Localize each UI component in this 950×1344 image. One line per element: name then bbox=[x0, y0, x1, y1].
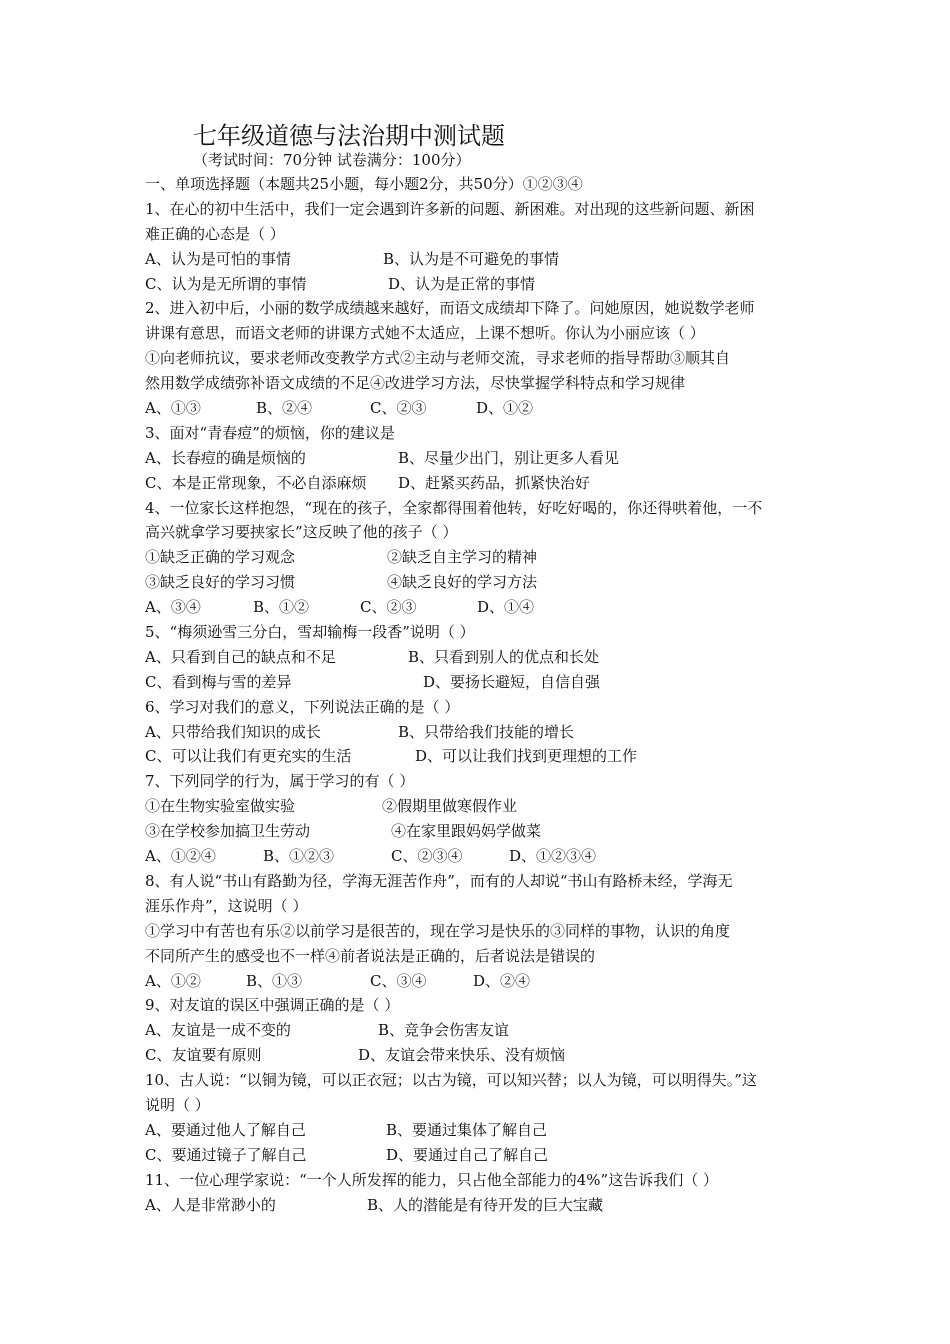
line-segment: C、友谊要有原则 bbox=[145, 1046, 262, 1065]
line-segment: B、只看到别人的优点和长处 bbox=[408, 647, 600, 666]
text-line bbox=[145, 1118, 815, 1143]
line-segment: C、要通过镜子了解自己 bbox=[145, 1145, 307, 1164]
line-segment: C、②③ bbox=[360, 598, 417, 617]
text-line bbox=[145, 520, 815, 545]
line-segment: （ ） bbox=[439, 623, 475, 642]
line-segment: C、可以让我们有更充实的生活 bbox=[145, 747, 352, 766]
text-line bbox=[145, 1043, 815, 1068]
text-line bbox=[145, 819, 815, 844]
line-segment: （ ） bbox=[379, 772, 415, 791]
line-segment: B、①③ bbox=[246, 971, 303, 990]
line-segment: 8、有人说“书山有路勤为径，学海无涯苦作舟”，而有的人却说“书山有路桥未经，学海无 bbox=[145, 871, 733, 890]
line-segment: ③缺乏良好的学习习惯 bbox=[145, 573, 296, 592]
line-segment: B、①② bbox=[253, 598, 310, 617]
text-line bbox=[145, 844, 815, 869]
text-line bbox=[145, 944, 815, 969]
line-segment: C、认为是无所谓的事情 bbox=[145, 274, 307, 293]
line-segment: 3、面对“青春痘”的烦恼，你的建议是 bbox=[145, 423, 395, 442]
line-segment: 难正确的心态是 bbox=[145, 224, 251, 243]
text-line bbox=[145, 371, 815, 396]
line-segment: A、①②④ bbox=[145, 847, 216, 866]
line-segment: D、要通过自己了解自己 bbox=[386, 1145, 549, 1164]
text-line bbox=[145, 1193, 815, 1218]
text-line bbox=[145, 197, 815, 222]
text-line bbox=[145, 620, 815, 645]
line-segment: ②缺乏自主学习的精神 bbox=[387, 548, 538, 567]
line-segment: 10、古人说：“以铜为镜，可以正衣冠；以古为镜，可以知兴替；以人为镜，可以明得失。”这 bbox=[145, 1071, 757, 1090]
line-segment: C、②③ bbox=[370, 399, 427, 418]
line-segment: B、②④ bbox=[256, 399, 313, 418]
text-line bbox=[145, 172, 815, 197]
text-line bbox=[145, 969, 815, 994]
text-line bbox=[145, 869, 815, 894]
line-segment: 1、在心的初中生活中，我们一定会遇到许多新的问题、新困难。对出现的这些新问题、新困 bbox=[145, 199, 755, 218]
line-segment: A、③④ bbox=[145, 598, 201, 617]
text-line bbox=[145, 1068, 815, 1093]
text-line bbox=[145, 296, 815, 321]
text-line bbox=[145, 595, 815, 620]
line-segment: （ ） bbox=[424, 697, 460, 716]
line-segment: 6、学习对我们的意义，下列说法正确的是 bbox=[145, 697, 425, 716]
text-line bbox=[145, 247, 815, 272]
page-title: 七年级道德与法治期中测试题 bbox=[193, 122, 505, 150]
text-line bbox=[145, 670, 815, 695]
line-segment: ①向老师抗议，要求老师改变教学方式②主动与老师交流，寻求老师的指导帮助③顺其自 bbox=[145, 349, 731, 368]
line-segment: 不同所产生的感受也不一样④前者说法是正确的，后者说法是错误的 bbox=[145, 946, 596, 965]
text-line bbox=[145, 1093, 815, 1118]
line-segment: 然用数学成绩弥补语文成绩的不足④改进学习方法，尽快掌握学科特点和学习规律 bbox=[145, 374, 686, 393]
line-segment: 涯乐作舟”，这说明 bbox=[145, 896, 273, 915]
text-line bbox=[145, 272, 815, 297]
text-line bbox=[145, 1143, 815, 1168]
text-line bbox=[145, 545, 815, 570]
line-segment: 5、“梅须逊雪三分白，雪却输梅一段香”说明 bbox=[145, 623, 440, 642]
line-segment: ④在家里跟妈妈学做菜 bbox=[391, 822, 542, 841]
question-list bbox=[145, 172, 815, 1217]
text-line bbox=[145, 894, 815, 919]
line-segment: D、可以让我们找到更理想的工作 bbox=[415, 747, 638, 766]
line-segment: C、②③④ bbox=[391, 847, 463, 866]
line-segment: 9、对友谊的误区中强调正确的是 bbox=[145, 996, 365, 1015]
line-segment: D、认为是正常的事情 bbox=[388, 274, 536, 293]
line-segment: ②假期里做寒假作业 bbox=[382, 797, 518, 816]
line-segment: A、只看到自己的缺点和不足 bbox=[145, 647, 336, 666]
line-segment: A、①③ bbox=[145, 399, 201, 418]
text-line bbox=[145, 1168, 815, 1193]
line-segment: D、①④ bbox=[477, 598, 535, 617]
text-line bbox=[145, 321, 815, 346]
text-line bbox=[145, 396, 815, 421]
text-line bbox=[145, 346, 815, 371]
text-line bbox=[145, 222, 815, 247]
line-segment: A、要通过他人了解自己 bbox=[145, 1120, 306, 1139]
line-segment: ③在学校参加搞卫生劳动 bbox=[145, 822, 311, 841]
text-line bbox=[145, 645, 815, 670]
text-line bbox=[145, 570, 815, 595]
line-segment: （ ） bbox=[422, 523, 458, 542]
line-segment: ④缺乏良好的学习方法 bbox=[387, 573, 538, 592]
line-segment: 2、进入初中后，小丽的数学成绩越来越好，而语文成绩却下降了。问她原因，她说数学老师 bbox=[145, 299, 755, 318]
line-segment: A、认为是可怕的事情 bbox=[145, 249, 291, 268]
text-line bbox=[145, 446, 815, 471]
line-segment: A、①② bbox=[145, 971, 201, 990]
line-segment: （ ） bbox=[175, 1095, 210, 1114]
line-segment: 说明 bbox=[145, 1095, 176, 1114]
text-line bbox=[145, 496, 815, 521]
line-segment: B、只带给我们技能的增长 bbox=[398, 722, 575, 741]
line-segment: A、人是非常渺小的 bbox=[145, 1195, 276, 1214]
line-segment: B、人的潜能是有待开发的巨大宝藏 bbox=[367, 1195, 604, 1214]
line-segment: D、②④ bbox=[473, 971, 531, 990]
line-segment: B、要通过集体了解自己 bbox=[386, 1120, 548, 1139]
line-segment: （ ） bbox=[364, 996, 400, 1015]
line-segment: 11、一位心理学家说：“一个人所发挥的能力，只占他全部能力的4%”这告诉我们（ ） bbox=[145, 1170, 718, 1189]
text-line bbox=[145, 744, 815, 769]
line-segment: A、友谊是一成不变的 bbox=[145, 1021, 291, 1040]
line-segment: D、①② bbox=[476, 399, 534, 418]
text-line bbox=[145, 471, 815, 496]
text-line bbox=[145, 794, 815, 819]
line-segment: D、友谊会带来快乐、没有烦恼 bbox=[358, 1046, 566, 1065]
line-segment: C、看到梅与雪的差异 bbox=[145, 672, 292, 691]
line-segment: A、只带给我们知识的成长 bbox=[145, 722, 321, 741]
line-segment: 讲课有意思，而语文老师的讲课方式她不太适应，上课不想听。你认为小丽应该（ ） bbox=[145, 324, 705, 343]
text-line bbox=[145, 919, 815, 944]
line-segment: D、赶紧买药品，抓紧快治好 bbox=[398, 473, 591, 492]
text-line bbox=[145, 1018, 815, 1043]
text-line bbox=[145, 720, 815, 745]
line-segment: B、尽量少出门，别让更多人看见 bbox=[398, 448, 620, 467]
line-segment: D、①②③④ bbox=[509, 847, 597, 866]
line-segment: 7、下列同学的行为，属于学习的有 bbox=[145, 772, 380, 791]
line-segment: B、认为是不可避免的事情 bbox=[383, 249, 560, 268]
line-segment: ①缺乏正确的学习观念 bbox=[145, 548, 296, 567]
line-segment: B、①②③ bbox=[263, 847, 335, 866]
line-segment: （ ） bbox=[250, 224, 285, 243]
line-segment: 4、一位家长这样抱怨，“现在的孩子，全家都得围着他转，好吃好喝的，你还得哄着他，一不 bbox=[145, 498, 763, 517]
line-segment: 一、单项选择题（本题共25小题，每小题2分，共50分）①②③④ bbox=[145, 175, 583, 193]
text-line bbox=[145, 421, 815, 446]
line-segment: 高兴就拿学习要挟家长”这反映了他的孩子 bbox=[145, 523, 423, 542]
text-line bbox=[145, 769, 815, 794]
line-segment: A、长春痘的确是烦恼的 bbox=[145, 448, 306, 467]
line-segment: C、③④ bbox=[370, 971, 427, 990]
line-segment: ①学习中有苦也有乐②以前学习是很苦的，现在学习是快乐的③同样的事物，认识的角度 bbox=[145, 921, 731, 940]
line-segment: D、要扬长避短，自信自强 bbox=[423, 672, 601, 691]
line-segment: ①在生物实验室做实验 bbox=[145, 797, 296, 816]
text-line bbox=[145, 993, 815, 1018]
text-line bbox=[145, 695, 815, 720]
line-segment: （ ） bbox=[272, 896, 308, 915]
line-segment: B、竞争会伤害友谊 bbox=[378, 1021, 510, 1040]
line-segment: C、本是正常现象，不必自添麻烦 bbox=[145, 473, 367, 492]
exam-info: （考试时间：70分钟 试卷满分：100分） bbox=[193, 151, 471, 169]
